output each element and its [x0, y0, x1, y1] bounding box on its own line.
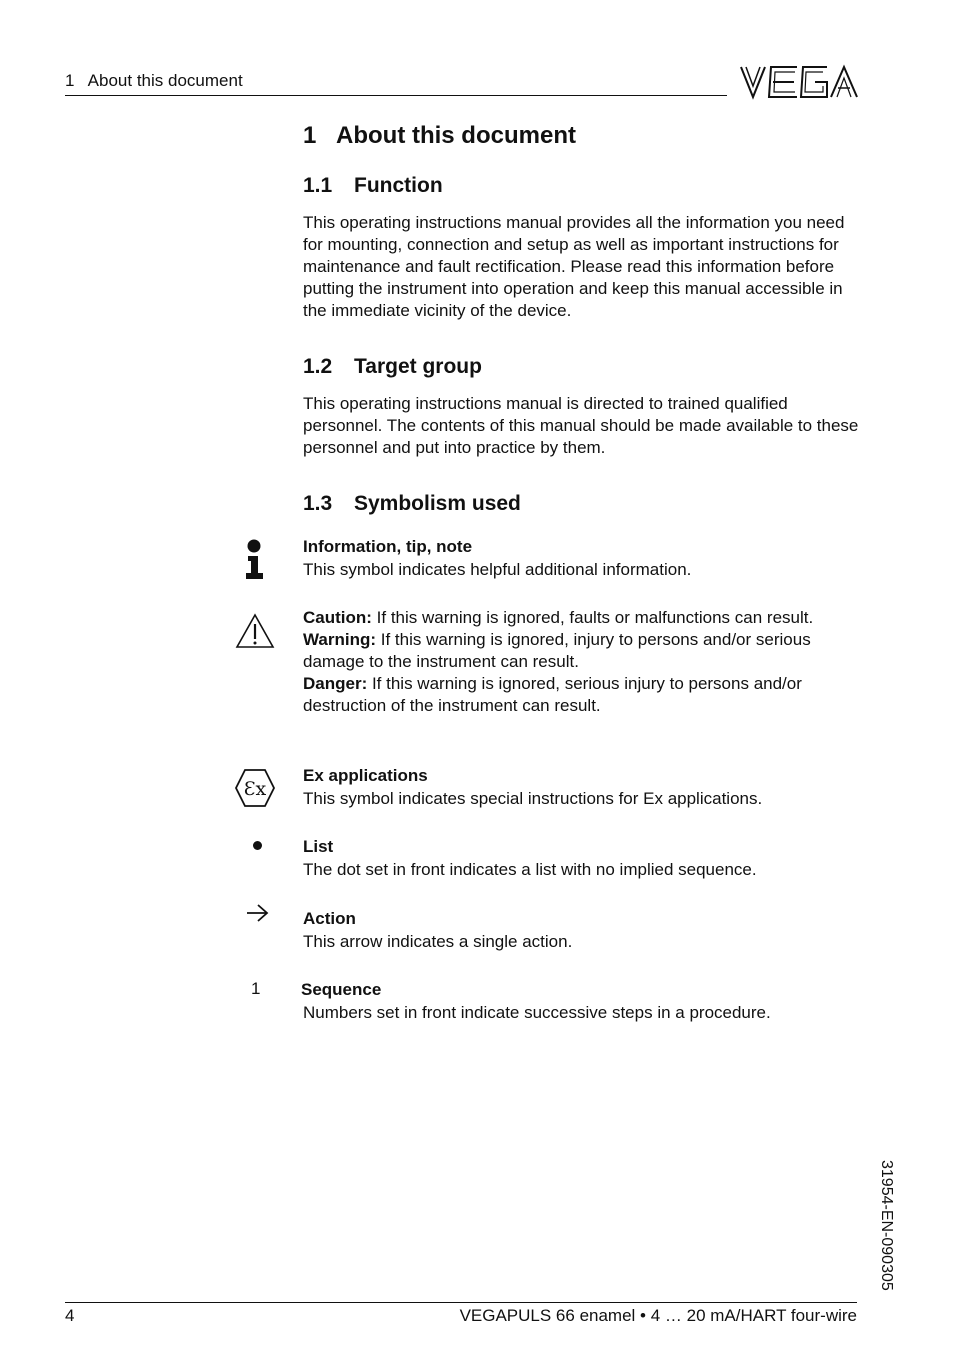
danger-line	[303, 673, 858, 717]
action-symbol-block	[303, 907, 863, 953]
section-number: 1.3	[303, 492, 333, 515]
info-icon	[244, 538, 266, 580]
section-number: 1.2	[303, 355, 333, 378]
sequence-symbol-block	[301, 978, 861, 1024]
list-title: List	[303, 837, 334, 856]
sequence-marker: 1	[251, 979, 261, 998]
section-title: Target group	[354, 355, 482, 378]
info-title: Information, tip, note	[303, 537, 473, 556]
danger-label: Danger:	[303, 674, 368, 693]
section-title: Function	[354, 174, 443, 197]
ex-text: This symbol indicates special instructions for Ex applications.	[303, 789, 763, 808]
section-heading-symbolism	[303, 492, 521, 516]
section-number: 1.1	[303, 174, 333, 197]
warning-line	[303, 629, 858, 673]
chapter-title-text: About this document	[336, 122, 576, 149]
arrow-right-icon	[246, 903, 270, 923]
target-group-paragraph: This operating instructions manual is directed to trained qualified personnel. The contents of this manual should be made available to these personnel and put into practice by them.	[303, 394, 859, 457]
page-number: 4	[65, 1306, 75, 1325]
warning-triangle-icon	[235, 613, 275, 649]
section-title: Symbolism used	[354, 492, 521, 515]
action-text: This arrow indicates a single action.	[303, 932, 573, 951]
svg-text:Ɛx: Ɛx	[243, 778, 267, 800]
ex-hexagon-icon	[234, 768, 276, 808]
danger-text: If this warning is ignored, serious injury to persons and/or destruction of the instrument can result.	[303, 674, 802, 715]
document-code: 31954-EN-090305	[878, 1160, 895, 1291]
vega-logo	[739, 64, 859, 100]
info-text: This symbol indicates helpful additional information.	[303, 560, 692, 579]
chapter-number: 1	[303, 122, 317, 149]
chapter-title	[303, 122, 576, 150]
section-heading-function	[303, 174, 443, 198]
warning-label: Warning:	[303, 630, 377, 649]
footer-rule	[65, 1302, 857, 1303]
header-rule	[65, 95, 727, 96]
function-paragraph: This operating instructions manual provides all the information you need for mounting, connection and setup as well as important instructions for maintenance and fault rectification. Please read this information before putting the instrument into operation and keep this manual accessible in the immediate vicinity of the device.	[303, 213, 845, 320]
ex-title: Ex applications	[303, 766, 428, 785]
sequence-text: Numbers set in front indicate successive steps in a procedure.	[303, 1003, 771, 1022]
footer-product-title: VEGAPULS 66 enamel • 4 … 20 mA/HART four-wire	[459, 1306, 857, 1325]
caution-label: Caution:	[303, 608, 372, 627]
caution-line	[303, 607, 858, 629]
warning-symbol-block	[303, 607, 858, 717]
caution-text: If this warning is ignored, faults or malfunctions can result.	[371, 608, 814, 627]
info-symbol-block	[303, 535, 863, 581]
action-title: Action	[303, 909, 356, 928]
running-header: 1 About this document	[65, 71, 243, 90]
bullet-dot-icon	[252, 840, 263, 851]
list-symbol-block	[303, 835, 863, 881]
list-text: The dot set in front indicates a list with no implied sequence.	[303, 860, 757, 879]
ex-symbol-block	[303, 764, 863, 810]
warning-text: If this warning is ignored, injury to persons and/or serious damage to the instrument can result.	[303, 630, 811, 671]
section-heading-target-group	[303, 355, 482, 379]
sequence-title: Sequence	[301, 980, 382, 999]
